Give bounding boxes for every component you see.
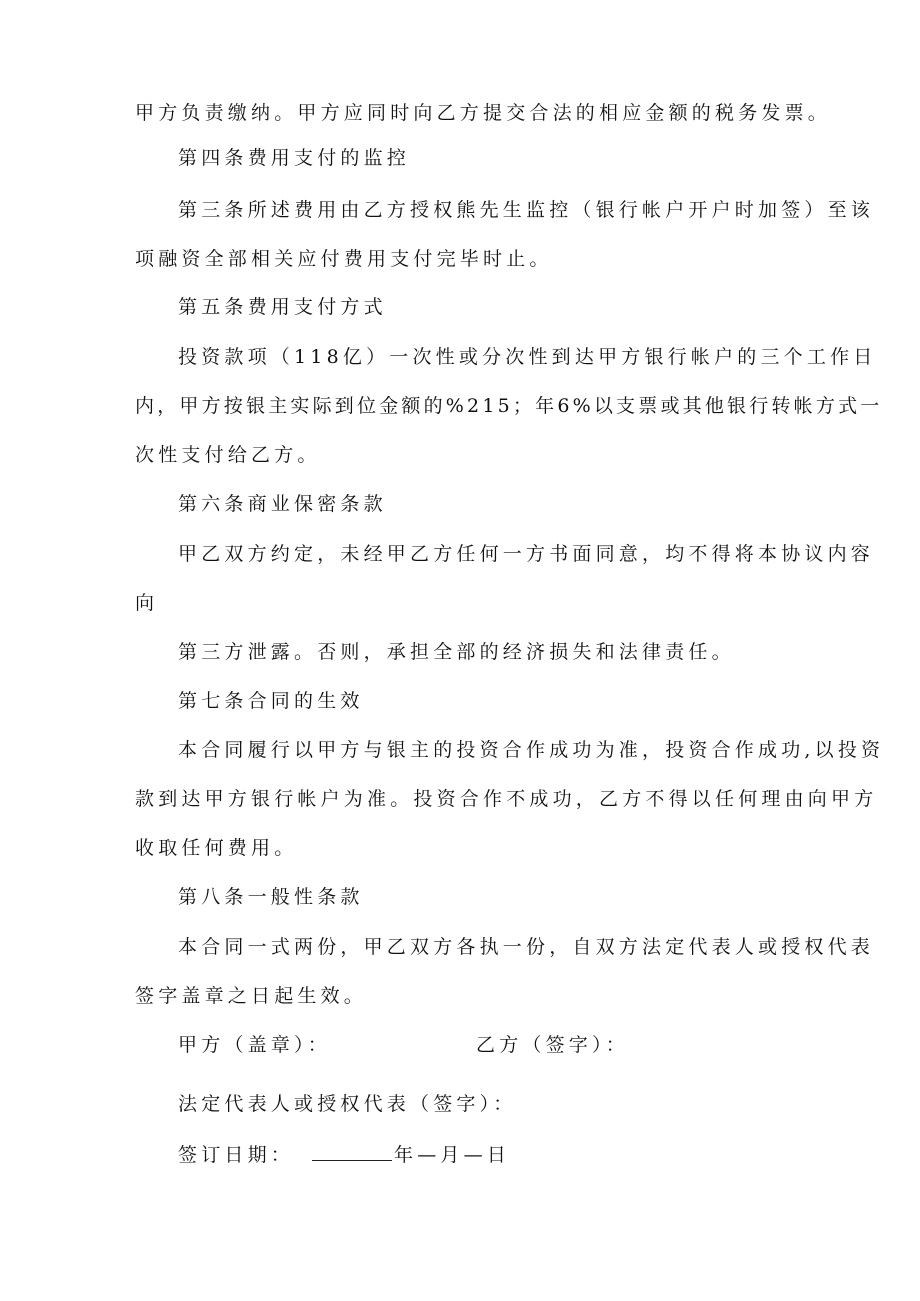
article-4-text-line-2: 项融资全部相关应付费用支付完毕时止。: [135, 248, 553, 270]
article-7-text-line-2: 款到达甲方银行帐户为准。投资合作不成功，乙方不得以任何理由向甲方: [135, 788, 878, 810]
paragraph-line: 甲方负责缴纳。甲方应同时向乙方提交合法的相应金额的税务发票。: [135, 102, 832, 124]
article-6-text-line-3: 第三方泄露。否则，承担全部的经济损失和法律责任。: [178, 641, 735, 663]
article-7-text-line-3: 收取任何费用。: [135, 837, 298, 859]
article-6-text-line-1: 甲乙双方约定，未经甲乙方任何一方书面同意，均不得将本协议内容: [178, 543, 875, 565]
article-5-text-line-3: 次性支付给乙方。: [135, 444, 321, 466]
article-5-heading: 第五条费用支付方式: [178, 296, 387, 318]
article-7-text-line-1: 本合同履行以甲方与银主的投资合作成功为准，投资合作成功,以投资: [178, 739, 885, 761]
article-8-text-line-1: 本合同一式两份，甲乙双方各执一份，自双方法定代表人或授权代表: [178, 936, 875, 958]
article-7-heading: 第七条合同的生效: [178, 690, 364, 712]
article-5-text-line-1: 投资款项（118亿）一次性或分次性到达甲方银行帐户的三个工作日: [178, 346, 877, 368]
article-6-heading: 第六条商业保密条款: [178, 493, 387, 515]
party-b-sign-label: 乙方（签字）：: [476, 1034, 629, 1056]
article-4-text-line-1: 第三条所述费用由乙方授权熊先生监控（银行帐户开户时加签）至该: [178, 199, 875, 221]
party-a-seal-label: 甲方（盖章）：: [178, 1034, 331, 1056]
article-5-text-line-2: 内，甲方按银主实际到位金额的%215；年6%以支票或其他银行转帐方式一: [135, 395, 883, 417]
article-4-heading: 第四条费用支付的监控: [178, 147, 411, 169]
article-8-heading: 第八条一般性条款: [178, 886, 364, 908]
signing-date-row: [178, 1142, 510, 1167]
date-blank-line: [312, 1142, 392, 1161]
article-6-text-line-2: 向: [135, 592, 159, 614]
representative-sign-label: 法定代表人或授权代表（签字）：: [178, 1093, 517, 1115]
signing-date-format: 年—月—日: [394, 1144, 511, 1166]
article-8-text-line-2: 签字盖章之日起生效。: [135, 985, 368, 1007]
signature-row: [178, 1033, 778, 1057]
signing-date-label: 签订日期：: [178, 1144, 295, 1166]
